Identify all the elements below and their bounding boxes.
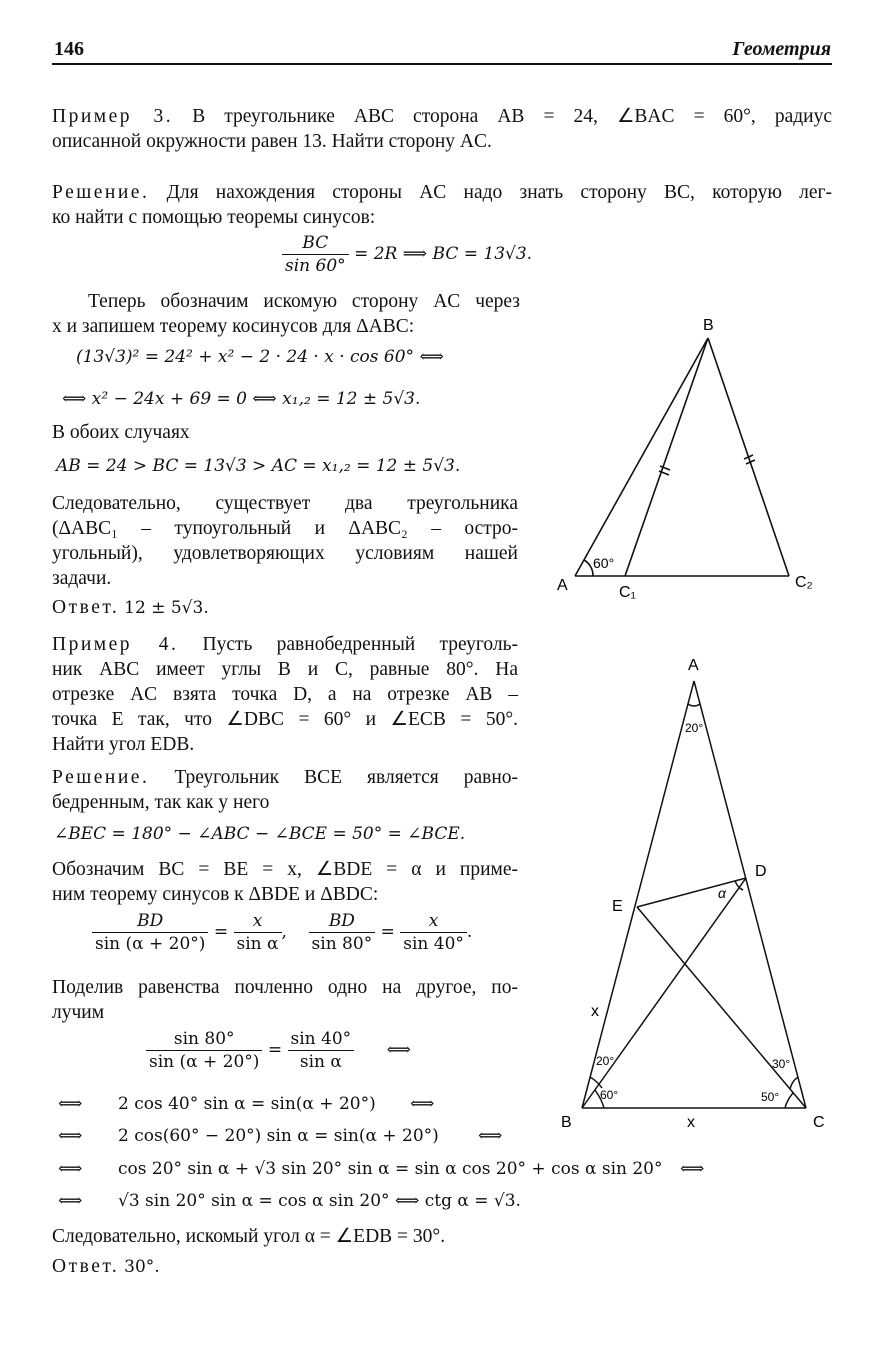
angle-c-upper-arc — [790, 1077, 798, 1089]
chain-iff-3: ⟺ — [58, 1159, 83, 1179]
label-angle-c-upper: 30° — [772, 1057, 791, 1071]
example4-solution-line1: Решение. Треугольник BCE является равно- — [52, 767, 519, 788]
example3-solution-line1: Решение. Для нахождения стороны AC надо знать сторону BC, которую лег- — [52, 182, 833, 203]
label-x-bottom: x — [687, 1114, 695, 1131]
final-conclusion: Следовательно, искомый угол α = ∠EDB = 30°. — [52, 1226, 446, 1247]
label-c: C — [813, 1114, 825, 1131]
example4-line5: Найти угол EDB. — [52, 734, 195, 755]
label-angle-a: 20° — [685, 721, 704, 735]
angle-c-lower-arc — [785, 1093, 793, 1108]
side-ab — [575, 338, 708, 576]
example4-solution-line2: бедренным, так как у него — [52, 792, 270, 813]
example3-solution-line2: ко найти с помощью теоремы синусов: — [52, 207, 376, 228]
example4-answer — [52, 1254, 160, 1280]
conclusion-line4: задачи. — [52, 568, 112, 589]
figure-isosceles-triangle — [545, 650, 835, 1135]
conclusion-line2: (ΔABC₁ – тупоугольный и ΔABC₂ – остро- — [52, 518, 518, 539]
equation-quadratic: ⟺ x² − 24x + 69 = 0 ⟺ x₁,₂ = 12 ± 5√3. — [62, 389, 421, 409]
both-cases: В обоих случаях — [52, 422, 190, 443]
example3-answer-label: Ответ. — [52, 597, 120, 618]
example4-line3: отрезке AC взята точка D, а на отрезке AB – — [52, 684, 518, 705]
equation-angle-bec: ∠BEC = 180° − ∠ABC − ∠BCE = 50° = ∠BCE. — [54, 824, 466, 844]
chain-iff-2: ⟺ — [58, 1126, 83, 1146]
formula-sine-law-two: $\frac{BD}{\sin (\alpha + 20^\circ)}$ = $\frac{x}{\text{sin α}}$ , $\frac{BD}{\sin 80^\circ}$ = $\frac{x}{\sin 40^\circ}$ . — [92, 910, 472, 955]
segment-ed — [637, 878, 746, 907]
label-x-left: x — [591, 1003, 599, 1020]
example3-label: Пример 3. — [52, 106, 174, 127]
chain-iff-2b: ⟺ — [478, 1126, 503, 1146]
formula-ratio: $\frac{\sin 80^\circ}{\sin (\alpha + 20^\circ)}$ = $\frac{\sin 40^\circ}{\text{sin α}}$ ⟺ — [146, 1028, 411, 1073]
chain-iff-3b: ⟺ — [680, 1159, 705, 1179]
example3-answer — [52, 595, 209, 621]
denote-line1: Обозначим BC = BE = x, ∠BDE = α и приме- — [52, 859, 518, 880]
equation-cosine-law: (13√3)² = 24² + x² − 2 · 24 · x · cos 60° ⟺ — [76, 347, 444, 367]
label-angle-c-lower: 50° — [761, 1090, 780, 1104]
page-number: 146 — [54, 38, 84, 60]
example4-line2: ник ABC имеет углы B и C, равные 80°. На — [52, 659, 518, 680]
segment-bd — [582, 878, 746, 1108]
label-d: D — [755, 863, 767, 880]
label-c2: C₂ — [795, 574, 813, 591]
example3-para1-line1: Теперь обозначим искомую сторону AC через — [88, 291, 520, 312]
figure-triangle-abc — [545, 305, 835, 605]
divide-line2: лучим — [52, 1002, 105, 1023]
chain-step-1: 2 cos 40° sin α = sin(α + 20°) — [118, 1094, 376, 1114]
side-ab — [582, 681, 694, 1108]
chain-step-2: 2 cos(60° − 20°) sin α = sin(α + 20°) — [118, 1126, 439, 1146]
conclusion-line1: Следовательно, существует два треугольника — [52, 493, 518, 514]
label-e: E — [612, 898, 623, 915]
example3-line1: Пример 3. В треугольнике ABC сторона AB = 24, ∠BAC = 60°, радиус — [52, 106, 832, 127]
side-ac — [694, 681, 806, 1108]
label-a: A — [688, 657, 699, 674]
divide-line1: Поделив равенства почленно одно на другое, по- — [52, 977, 518, 998]
chain-step-3: cos 20° sin α + √3 sin 20° sin α = sin α cos 20° + cos α sin 20° — [118, 1159, 663, 1179]
example4-answer-label: Ответ. — [52, 1256, 120, 1277]
chain-step-4: √3 sin 20° sin α = cos α sin 20° ⟺ ctg α = √3. — [118, 1191, 521, 1211]
example3-para1-line2: x и запишем теорему косинусов для ΔABC: — [52, 316, 415, 337]
label-b: B — [703, 317, 714, 334]
label-angle-b-lower: 60° — [600, 1088, 619, 1102]
example4-label: Пример 4. — [52, 634, 179, 655]
label-angle-b-upper: 20° — [596, 1054, 615, 1068]
chain-iff-1b: ⟺ — [410, 1094, 435, 1114]
example4-answer-value: 30°. — [124, 1257, 160, 1277]
angle-a-arc — [688, 704, 700, 706]
section-title: Геометрия — [732, 38, 831, 60]
label-angle-alpha: α — [718, 885, 726, 901]
label-b: B — [561, 1114, 572, 1131]
header-rule — [52, 63, 832, 65]
chain-iff-4: ⟺ — [58, 1191, 83, 1211]
label-angle-60: 60° — [593, 555, 615, 571]
label-c1: C₁ — [619, 584, 636, 601]
chain-iff-1: ⟺ — [58, 1094, 83, 1114]
side-bc1 — [625, 338, 708, 576]
segment-ce — [637, 907, 806, 1108]
conclusion-line3: угольный), удовлетворяющих условиям нашей — [52, 543, 518, 564]
example3-answer-value: 12 ± 5√3. — [124, 598, 209, 618]
example3-solution-label: Решение. — [52, 182, 150, 203]
denote-line2: ним теорему синусов к ΔBDE и ΔBDC: — [52, 884, 379, 905]
example4-line1: Пример 4. Пусть равнобедренный треуголь- — [52, 634, 518, 655]
label-a: A — [557, 577, 568, 594]
formula-sine-law: $\frac{BC}{\sin 60^\circ}$ = 2R ⟹ BC = 13√3. — [282, 232, 532, 277]
example4-line4: точка E так, что ∠DBC = 60° и ∠ECB = 50°. — [52, 709, 518, 730]
equation-comparison: AB = 24 > BC = 13√3 > AC = x₁,₂ = 12 ± 5√3. — [56, 456, 461, 476]
angle-a-arc — [584, 560, 593, 576]
example4-solution-label: Решение. — [52, 767, 150, 788]
example3-line2: описанной окружности равен 13. Найти сторону AC. — [52, 131, 492, 152]
